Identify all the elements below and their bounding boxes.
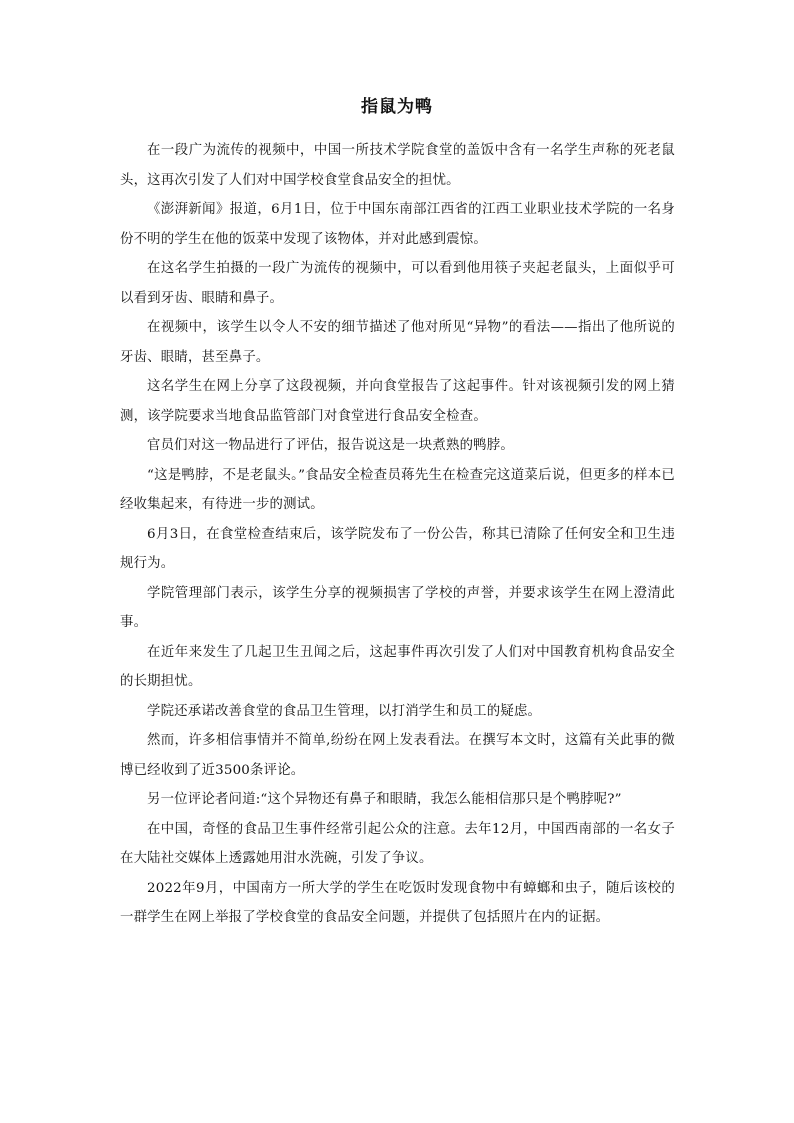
paragraph: 2022年9月，中国南方一所大学的学生在吃饭时发现食物中有蟑螂和虫子，随后该校的一群学生在网上举报了学校食堂的食品安全问题，并提供了包括照片在内的证据。 — [120, 880, 675, 925]
paragraph: 另一位评论者问道:“这个异物还有鼻子和眼睛，我怎么能相信那只是个鸭脖呢?” — [147, 792, 622, 807]
paragraph: 在中国，奇怪的食品卫生事件经常引起公众的注意。去年12月，中国西南部的一名女子在大陆社交媒体上透露她用泔水洗碗，引发了争议。 — [120, 821, 675, 866]
paragraph: 学院还承诺改善食堂的食品卫生管理，以打消学生和员工的疑虑。 — [147, 703, 542, 719]
paragraph: 《澎湃新闻》报道，6月1日，位于中国东南部江西省的江西工业职业技术学院的一名身份不明的学生在他的饭菜中发现了该物体，并对此感到震惊。 — [120, 202, 675, 247]
paragraph: “这是鸭脖，不是老鼠头。”食品安全检查员蒋先生在检查完这道菜后说，但更多的样本已经收集起来，有待进一步的测试。 — [120, 467, 675, 512]
paragraph: 在这名学生拍摄的一段广为流传的视频中，可以看到他用筷子夹起老鼠头，上面似乎可以看到牙齿、眼睛和鼻子。 — [120, 261, 675, 306]
paragraph: 在视频中，该学生以令人不安的细节描述了他对所见“异物”的看法——指出了他所说的牙齿、眼睛，甚至鼻子。 — [120, 320, 675, 365]
paragraph: 这名学生在网上分享了这段视频，并向食堂报告了这起事件。针对该视频引发的网上猜测，该学院要求当地食品监管部门对食堂进行食品安全检查。 — [120, 379, 675, 424]
paragraph: 官员们对这一物品进行了评估，报告说这是一块煮熟的鸭脖。 — [147, 438, 514, 453]
paragraph: 学院管理部门表示，该学生分享的视频损害了学校的声誉，并要求该学生在网上澄清此事。 — [120, 585, 675, 630]
paragraph: 6月3日，在食堂检查结束后，该学院发布了一份公告，称其已清除了任何安全和卫生违规行为。 — [120, 526, 675, 571]
paragraph: 在近年来发生了几起卫生丑闻之后，这起事件再次引发了人们对中国教育机构食品安全的长期担忧。 — [120, 644, 675, 689]
document-body — [120, 136, 675, 933]
paragraph: 在一段广为流传的视频中，中国一所技术学院食堂的盖饭中含有一名学生声称的死老鼠头，这再次引发了人们对中国学校食堂食品安全的担忧。 — [120, 143, 675, 188]
paragraph: 然而，许多相信事情并不简单,纷纷在网上发表看法。在撰写本文时，这篇有关此事的微博已经收到了近3500条评论。 — [120, 733, 675, 778]
document-title: 指鼠为鸭 — [361, 97, 433, 117]
